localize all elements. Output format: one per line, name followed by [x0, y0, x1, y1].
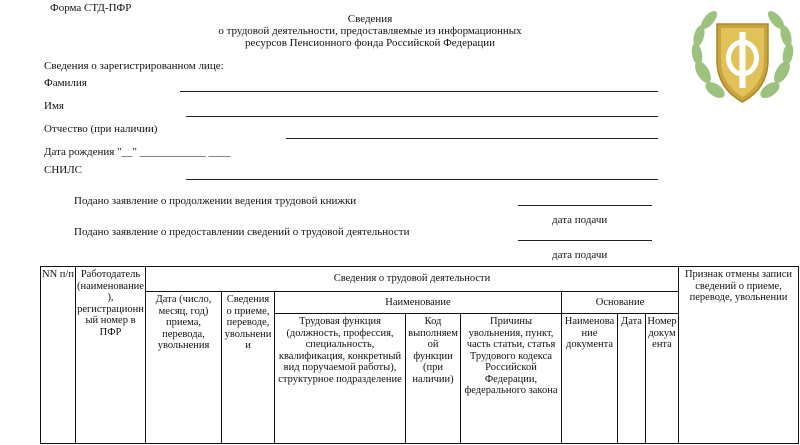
col-header-date: Дата (число, месяц, год) приема, перевода, увольнения: [146, 292, 222, 444]
continue-book-date-field[interactable]: [518, 205, 652, 206]
snils-field[interactable]: [186, 179, 658, 180]
name-field[interactable]: [186, 116, 658, 117]
page-title: [180, 13, 560, 49]
person-section-label: Сведения о зарегистрированном лице:: [44, 60, 224, 72]
activity-table: [40, 266, 799, 444]
title-line-3: ресурсов Пенсионного фонда Российской Федерации: [244, 37, 496, 49]
pfr-logo-icon: [685, 2, 800, 112]
col-header-employer: Работодатель (наименование), регистрационный номер в ПФР: [76, 267, 146, 444]
col-header-function: Трудовая функция (должность, профессия, специальность, квалификация, конкретный вид поручаемой работы), структурное подразделение: [275, 314, 406, 444]
provide-info-date-field[interactable]: [518, 240, 652, 241]
statement-provide-info: Подано заявление о предоставлении сведений о трудовой деятельности: [74, 226, 410, 238]
continue-book-date-label: дата подачи: [552, 214, 608, 226]
patronymic-field[interactable]: [286, 138, 658, 139]
col-header-doc-name: Наименование документа: [562, 314, 618, 444]
col-header-doc-number: Номер документа: [646, 314, 679, 444]
snils-label: СНИЛС: [44, 164, 83, 176]
name-label: Имя: [44, 100, 64, 112]
surname-label: Фамилия: [44, 77, 87, 89]
form-code: Форма СТД-ПФР: [50, 2, 132, 14]
col-header-doc-date: Дата: [618, 314, 646, 444]
title-line-2: о трудовой деятельности, предоставляемые из информационных: [218, 25, 522, 37]
col-header-reasons: Причины увольнения, пункт, часть статьи, статья Трудового кодекса Российской Федерации, федерального закона: [461, 314, 562, 444]
patronymic-label: Отчество (при наличии): [44, 123, 158, 135]
col-header-info: Сведения о приеме, переводе, увольнении: [222, 292, 275, 444]
group-header-activity: Сведения о трудовой деятельности: [146, 267, 679, 292]
col-header-code: Код выполняемой функции (при наличии): [406, 314, 461, 444]
statement-continue-book: Подано заявление о продолжении ведения трудовой книжки: [74, 195, 357, 207]
surname-field[interactable]: [180, 91, 658, 92]
group-header-naming: Наименование: [275, 292, 562, 314]
title-line-1: Сведения: [347, 13, 393, 25]
col-header-nn: NN п/п: [41, 267, 76, 444]
birthdate-label: Дата рождения "__" ____________ ____: [44, 146, 231, 158]
col-header-cancel: Признак отмены записи сведений о приеме, переводе, увольнении: [679, 267, 799, 444]
provide-info-date-label: дата подачи: [552, 249, 608, 261]
group-header-basis: Основание: [562, 292, 679, 314]
